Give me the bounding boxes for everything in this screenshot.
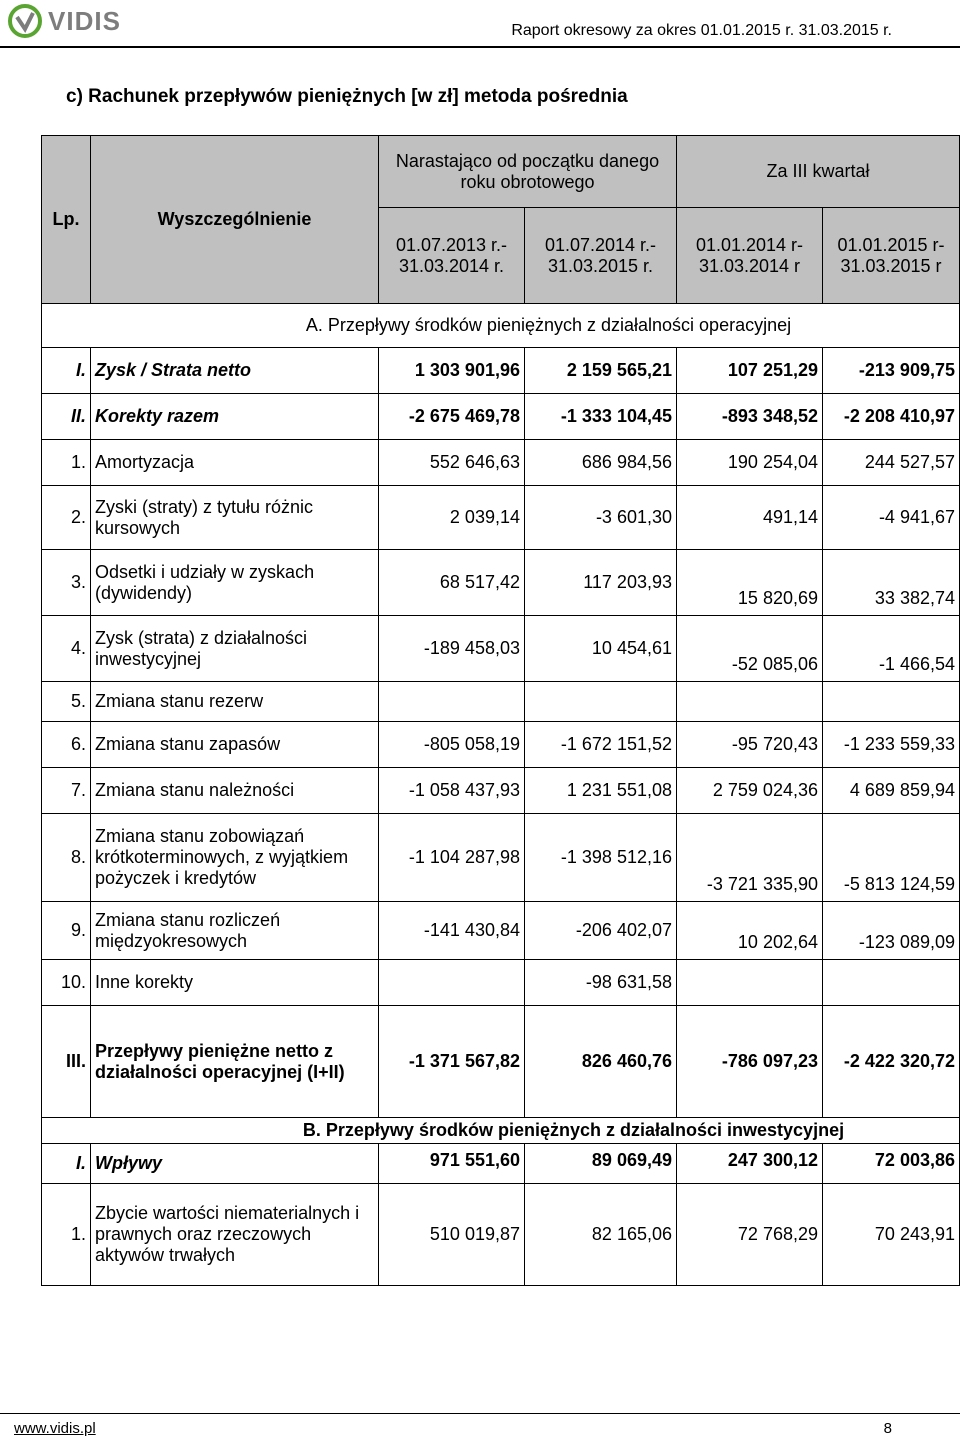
row-lp: 3. (42, 550, 91, 616)
row-value-3: 72 768,29 (677, 1184, 823, 1286)
header-period-2: 01.07.2014 r.- 31.03.2015 r. (525, 208, 677, 304)
table-row (42, 682, 960, 722)
table-row (42, 768, 960, 814)
row-description: Zmiana stanu rozliczeń międzyokresowych (91, 902, 379, 960)
row-description: Zbycie wartości niematerialnych i prawnych oraz rzeczowych aktywów trwałych (91, 1184, 379, 1286)
report-title: Raport okresowy za okres 01.01.2015 r. 31.03.2015 r. (511, 22, 892, 39)
table-row (42, 440, 960, 486)
table-row (42, 1184, 960, 1286)
row-value-3 (677, 960, 823, 1006)
row-value-2: 10 454,61 (525, 616, 677, 682)
header-period-4: 01.01.2015 r- 31.03.2015 r (823, 208, 960, 304)
row-lp: 1. (42, 1184, 91, 1286)
row-value-2: -98 631,58 (525, 960, 677, 1006)
section-a-label: A. Przepływy środków pieniężnych z działalności operacyjnej (305, 315, 792, 335)
row-value-4: -4 941,67 (823, 486, 960, 550)
row-value-2: -1 398 512,16 (525, 814, 677, 902)
row-value-1: -1 104 287,98 (379, 814, 525, 902)
row-value-4: -5 813 124,59 (823, 814, 960, 902)
row-value-4: -1 233 559,33 (823, 722, 960, 768)
row-value-2: 2 159 565,21 (525, 348, 677, 394)
row-value-1: 971 551,60 (379, 1144, 525, 1184)
row-value-3: 15 820,69 (677, 550, 823, 616)
row-value-1: 510 019,87 (379, 1184, 525, 1286)
section-b-row (42, 1118, 960, 1144)
row-description: Amortyzacja (91, 440, 379, 486)
row-description: Przepływy pieniężne netto z działalności operacyjnej (I+II) (91, 1006, 379, 1118)
table-row (42, 722, 960, 768)
row-value-1: -141 430,84 (379, 902, 525, 960)
header-group-cumulative: Narastająco od początku danego roku obrotowego (379, 136, 677, 208)
company-logo (8, 4, 121, 38)
row-lp: 8. (42, 814, 91, 902)
row-value-2: -1 333 104,45 (525, 394, 677, 440)
section-b-heading (42, 1118, 960, 1144)
header-description: Wyszczególnienie (91, 136, 379, 304)
row-value-4 (823, 960, 960, 1006)
row-lp: 6. (42, 722, 91, 768)
row-value-3: 10 202,64 (677, 902, 823, 960)
row-value-4: 244 527,57 (823, 440, 960, 486)
page-number: 8 (883, 1420, 892, 1437)
row-description: Zmiana stanu zapasów (91, 722, 379, 768)
row-value-3: 491,14 (677, 486, 823, 550)
row-value-3: -52 085,06 (677, 616, 823, 682)
logo-icon (8, 4, 44, 38)
row-lp: 4. (42, 616, 91, 682)
row-description: Zysk (strata) z działalności inwestycyjnej (91, 616, 379, 682)
row-lp: 1. (42, 440, 91, 486)
row-value-4: -2 422 320,72 (823, 1006, 960, 1118)
header-row-groups (42, 136, 960, 208)
row-value-2: -206 402,07 (525, 902, 677, 960)
row-value-1: -1 371 567,82 (379, 1006, 525, 1118)
row-lp: 7. (42, 768, 91, 814)
table-row (42, 814, 960, 902)
row-value-1 (379, 960, 525, 1006)
row-lp: II. (42, 394, 91, 440)
row-value-1: 2 039,14 (379, 486, 525, 550)
row-description: Zyski (straty) z tytułu różnic kursowych (91, 486, 379, 550)
table-row (42, 348, 960, 394)
row-value-2: -3 601,30 (525, 486, 677, 550)
row-value-3: 190 254,04 (677, 440, 823, 486)
row-value-1: -1 058 437,93 (379, 768, 525, 814)
section-a-row (42, 304, 960, 348)
row-value-3: 107 251,29 (677, 348, 823, 394)
row-lp: III. (42, 1006, 91, 1118)
row-value-4: -213 909,75 (823, 348, 960, 394)
row-value-3 (677, 682, 823, 722)
row-description: Wpływy (91, 1144, 379, 1184)
header-divider (0, 46, 960, 48)
row-lp: 10. (42, 960, 91, 1006)
row-description: Zysk / Strata netto (91, 348, 379, 394)
header-period-1: 01.07.2013 r.- 31.03.2014 r. (379, 208, 525, 304)
row-value-4: 33 382,74 (823, 550, 960, 616)
row-value-1: 552 646,63 (379, 440, 525, 486)
row-value-3: 247 300,12 (677, 1144, 823, 1184)
row-value-3: 2 759 024,36 (677, 768, 823, 814)
row-lp: I. (42, 1144, 91, 1184)
row-value-1: -2 675 469,78 (379, 394, 525, 440)
row-value-4 (823, 682, 960, 722)
row-value-2: 686 984,56 (525, 440, 677, 486)
table-row (42, 902, 960, 960)
table-row (42, 550, 960, 616)
row-value-3: -3 721 335,90 (677, 814, 823, 902)
footer-website-link[interactable]: www.vidis.pl (14, 1420, 96, 1437)
header-group-quarter: Za III kwartał (677, 136, 960, 208)
table-row (42, 616, 960, 682)
row-value-2: 89 069,49 (525, 1144, 677, 1184)
row-value-4: -1 466,54 (823, 616, 960, 682)
header-period-3: 01.01.2014 r- 31.03.2014 r (677, 208, 823, 304)
row-lp: 9. (42, 902, 91, 960)
row-description: Zmiana stanu rezerw (91, 682, 379, 722)
row-value-1 (379, 682, 525, 722)
row-value-2: 1 231 551,08 (525, 768, 677, 814)
row-value-1: -805 058,19 (379, 722, 525, 768)
row-value-4: 72 003,86 (823, 1144, 960, 1184)
row-value-1: 1 303 901,96 (379, 348, 525, 394)
row-value-4: -123 089,09 (823, 902, 960, 960)
row-value-2: 117 203,93 (525, 550, 677, 616)
row-value-4: -2 208 410,97 (823, 394, 960, 440)
row-description: Zmiana stanu zobowiązań krótkoterminowych, z wyjątkiem pożyczek i kredytów (91, 814, 379, 902)
logo-text: VIDIS (48, 5, 121, 36)
table-row (42, 1144, 960, 1184)
row-value-3: -893 348,52 (677, 394, 823, 440)
row-lp: 2. (42, 486, 91, 550)
row-description: Odsetki i udziały w zyskach (dywidendy) (91, 550, 379, 616)
table-row (42, 394, 960, 440)
row-value-3: -95 720,43 (677, 722, 823, 768)
table-row (42, 1006, 960, 1118)
row-value-1: -189 458,03 (379, 616, 525, 682)
row-description: Zmiana stanu należności (91, 768, 379, 814)
section-a-heading (42, 304, 960, 348)
header-lp: Lp. (42, 136, 91, 304)
row-value-2: 826 460,76 (525, 1006, 677, 1118)
section-title: c) Rachunek przepływów pieniężnych [w zł] metoda pośrednia (66, 86, 628, 107)
row-description: Inne korekty (91, 960, 379, 1006)
row-value-4: 4 689 859,94 (823, 768, 960, 814)
row-value-2: 82 165,06 (525, 1184, 677, 1286)
cash-flow-table (41, 135, 960, 1286)
row-value-2 (525, 682, 677, 722)
table-row (42, 960, 960, 1006)
row-description: Korekty razem (91, 394, 379, 440)
row-value-2: -1 672 151,52 (525, 722, 677, 768)
table-row (42, 486, 960, 550)
row-lp: I. (42, 348, 91, 394)
row-value-1: 68 517,42 (379, 550, 525, 616)
footer-divider (0, 1413, 960, 1414)
row-lp: 5. (42, 682, 91, 722)
row-value-4: 70 243,91 (823, 1184, 960, 1286)
section-b-label: B. Przepływy środków pieniężnych z działalności inwestycyjnej (302, 1120, 845, 1140)
row-value-3: -786 097,23 (677, 1006, 823, 1118)
